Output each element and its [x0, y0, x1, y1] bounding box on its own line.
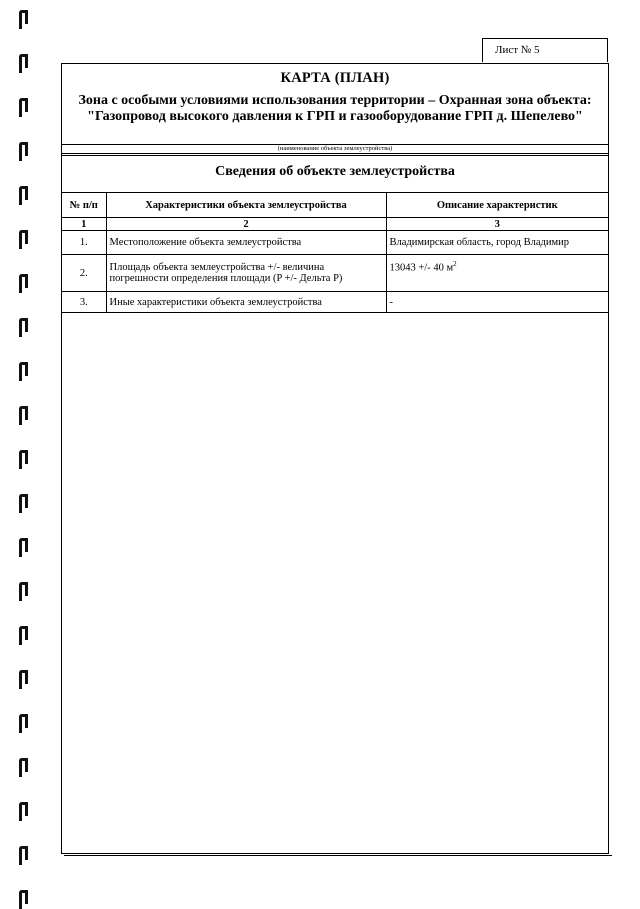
row-number: 2. — [62, 255, 106, 292]
binding-ring — [19, 318, 28, 337]
binding-ring — [19, 758, 28, 777]
column-number-row — [62, 218, 608, 231]
binding-ring — [19, 142, 28, 161]
table-row — [62, 231, 608, 255]
binding-ring — [19, 230, 28, 249]
object-name-caption: (наименование объекта землеустройства) — [277, 145, 393, 152]
column-header: № п/п — [62, 193, 106, 218]
row-number: 1. — [62, 231, 106, 255]
row-description: - — [386, 292, 608, 313]
area-unit-superscript: 2 — [453, 260, 457, 268]
binding-ring — [19, 450, 28, 469]
row-description — [386, 255, 608, 292]
binding-ring — [19, 54, 28, 73]
binding-ring — [19, 274, 28, 293]
frame-shadow-line — [64, 851, 612, 856]
column-number: 2 — [106, 218, 386, 231]
binding-ring — [19, 10, 28, 29]
column-number: 1 — [62, 218, 106, 231]
divider — [62, 153, 608, 154]
page-title: КАРТА (ПЛАН) — [280, 70, 390, 86]
divider — [62, 155, 608, 156]
binding-ring — [19, 626, 28, 645]
binding-ring — [19, 186, 28, 205]
row-characteristic: Иные характеристики объекта землеустройства — [106, 292, 386, 313]
binding-ring — [19, 494, 28, 513]
binding-ring — [19, 670, 28, 689]
row-number: 3. — [62, 292, 106, 313]
column-header: Описание характеристик — [386, 193, 608, 218]
page-subtitle: Зона с особыми условиями использования территории – Охранная зона объекта: "Газопровод высокого давления к ГРП и газооборудование ГРП д. Шепелево" — [78, 93, 592, 124]
row-characteristic: Местоположение объекта землеустройства — [106, 231, 386, 255]
binding-ring — [19, 890, 28, 909]
document-frame — [61, 63, 609, 854]
column-header: Характеристики объекта землеустройства — [106, 193, 386, 218]
spiral-binding — [19, 0, 33, 905]
binding-ring — [19, 714, 28, 733]
binding-ring — [19, 406, 28, 425]
binding-ring — [19, 538, 28, 557]
table-row — [62, 292, 608, 313]
info-table — [62, 192, 608, 313]
binding-ring — [19, 802, 28, 821]
binding-ring — [19, 362, 28, 381]
section-title: Сведения об объекте землеустройства — [215, 164, 455, 179]
row-characteristic: Площадь объекта землеустройства +/- величина погрешности определения площади (P +/- Дельта P) — [106, 255, 386, 292]
binding-ring — [19, 846, 28, 865]
binding-ring — [19, 98, 28, 117]
title-block — [62, 64, 608, 154]
area-value: 13043 +/- 40 м — [389, 262, 454, 274]
column-number: 3 — [386, 218, 608, 231]
row-description: Владимирская область, город Владимир — [386, 231, 608, 255]
sheet-number-label: Лист № 5 — [482, 38, 608, 62]
table-row — [62, 255, 608, 292]
table-header-row — [62, 193, 608, 218]
binding-ring — [19, 582, 28, 601]
